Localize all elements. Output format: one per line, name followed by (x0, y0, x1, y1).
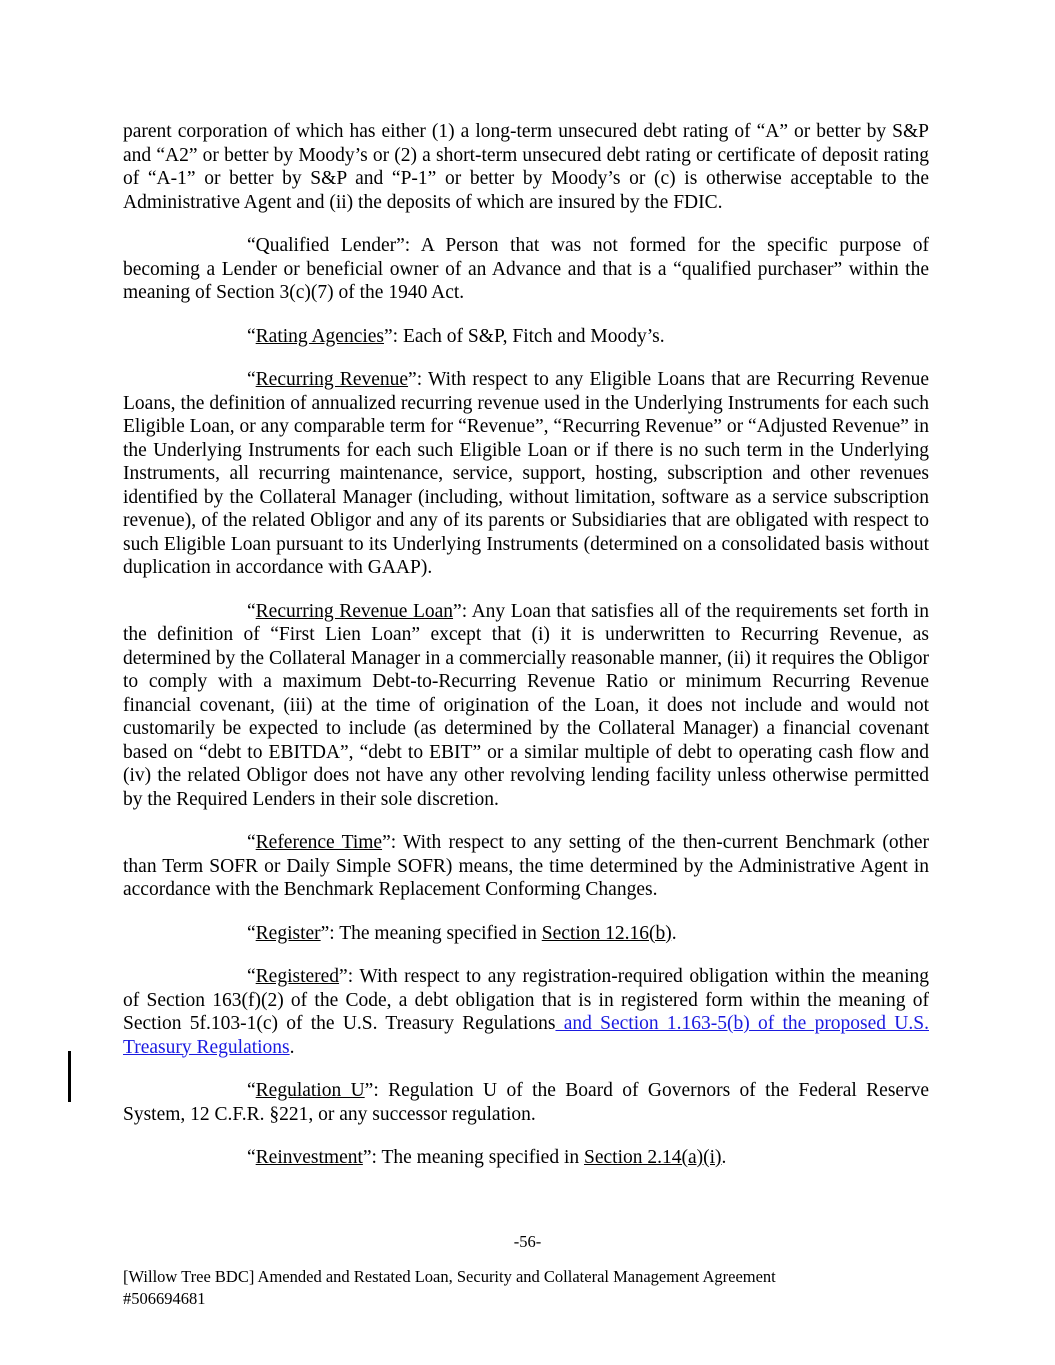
text-segment: ”: With respect to any setting of the then-current Benchmark (other than Term SOFR or Daily Simple SOFR) means, the time determined by the Administrative Agent in accordance with the Benchmark Replacement Conforming Changes. (123, 832, 929, 900)
underlined-term: Register (255, 922, 321, 944)
paragraph (123, 120, 929, 214)
document-footer (123, 1266, 929, 1310)
text-segment: ”: Each of S&P, Fitch and Moody’s. (384, 325, 665, 347)
inserted-text: and Section 1.163-5(b) of the proposed U.S. Treasury Regulations (123, 1013, 929, 1058)
text-segment: ”: With respect to any registration-required obligation within the meaning of Section 163(f)(2) of the Code, a debt obligation that is in registered form within the meaning of Section 5f.103-1(c) of the U.S. Treasury Regulations (123, 966, 929, 1034)
text-segment: “ (247, 369, 256, 390)
underlined-term: Reference Time (255, 832, 383, 853)
underlined-term: Registered (255, 966, 340, 987)
text-segment: ”: The meaning specified in (320, 922, 542, 944)
underlined-term: Regulation U (255, 1080, 365, 1101)
text-segment: “Qualified Lender”: A Person that was not formed for the specific purpose of becoming a Lender or beneficial owner of an Advance and that is a “qualified purchaser” within the meaning of Section 3(c)(7) of the 1940 Act. (123, 235, 929, 303)
text-segment: parent corporation of which has either (1) a long-term unsecured debt rating of “A” or better by S&P and “A2” or better by Moody’s or (2) a short-term unsecured debt rating or certificate of deposit rating of “A-1” or better by S&P and “P-1” or better by Moody’s or (c) is otherwise acceptable to the Administrative Agent and (ii) the deposits of which are insured by the FDIC. (123, 121, 929, 213)
document-body (123, 120, 929, 1190)
paragraph (123, 325, 929, 349)
text-segment: . (721, 1147, 727, 1168)
text-segment: ”: Regulation U of the Board of Governors of the Federal Reserve System, 12 C.F.R. §221, or any successor regulation. (123, 1080, 929, 1125)
text-segment: . (671, 922, 677, 944)
paragraph (123, 1079, 929, 1126)
text-segment: “ (247, 600, 256, 622)
text-segment: ”: The meaning specified in (362, 1147, 584, 1168)
underlined-term: Section 12.16(b) (541, 922, 672, 944)
underlined-term: Section 2.14(a)(i) (584, 1147, 722, 1168)
text-segment: “ (247, 325, 256, 347)
paragraph (123, 368, 929, 580)
text-segment: “ (247, 922, 256, 944)
underlined-term: Reinvestment (255, 1147, 363, 1168)
paragraph (123, 1146, 929, 1170)
footer-document-id: #506694681 (123, 1289, 206, 1308)
paragraph (123, 922, 929, 946)
text-segment: “ (247, 966, 256, 987)
paragraph (123, 831, 929, 902)
text-segment: “ (247, 1147, 256, 1168)
underlined-term: Recurring Revenue Loan (255, 600, 454, 622)
footer-document-title: [Willow Tree BDC] Amended and Restated Loan, Security and Collateral Management Agreement (123, 1267, 776, 1286)
text-segment: “ (247, 832, 256, 853)
underlined-term: Recurring Revenue (255, 369, 409, 390)
tracked-change-bar (68, 1051, 71, 1102)
text-segment: ”: Any Loan that satisfies all of the requirements set forth in the definition of “First Lien Loan” except that (i) it is underwritten to Recurring Revenue, as determined by the Collateral Manager in a commercially reasonable manner, (ii) it requires the Obligor to comply with a maximum Debt-to-Recurring Revenue Ratio or minimum Recurring Revenue financial covenant, (iii) at the time of origination of the Loan, it does not include and would not customarily be expected to include (as determined by the Collateral Manager) a financial covenant based on “debt to EBITDA”, “debt to EBIT” or a similar multiple of debt to operating cash flow and (iv) the related Obligor does not have any other revolving lending facility unless otherwise permitted by the Required Lenders in their sole discretion. (123, 600, 930, 810)
paragraph (123, 965, 929, 1059)
text-segment: ”: With respect to any Eligible Loans that are Recurring Revenue Loans, the definition of annualized recurring revenue used in the Underlying Instruments for each such Eligible Loan, or any comparable term for “Revenue”, “Recurring Revenue” or “Adjusted Revenue” in the Underlying Instruments for each such Eligible Loan or if there is no such term in the Underlying Instruments, all recurring maintenance, service, support, hosting, subscription and other revenues identified by the Collateral Manager (including, without limitation, software as a service subscription revenue), of the related Obligor and any of its parents or Subsidiaries that are obligated with respect to such Eligible Loan pursuant to its Underlying Instruments (determined on a consolidated basis without duplication in accordance with GAAP). (123, 369, 929, 578)
page-number: -56- (513, 1232, 542, 1251)
text-segment: . (289, 1036, 295, 1058)
underlined-term: Rating Agencies (255, 325, 385, 347)
paragraph (123, 234, 929, 305)
text-segment: “ (247, 1080, 256, 1101)
paragraph (123, 600, 929, 812)
